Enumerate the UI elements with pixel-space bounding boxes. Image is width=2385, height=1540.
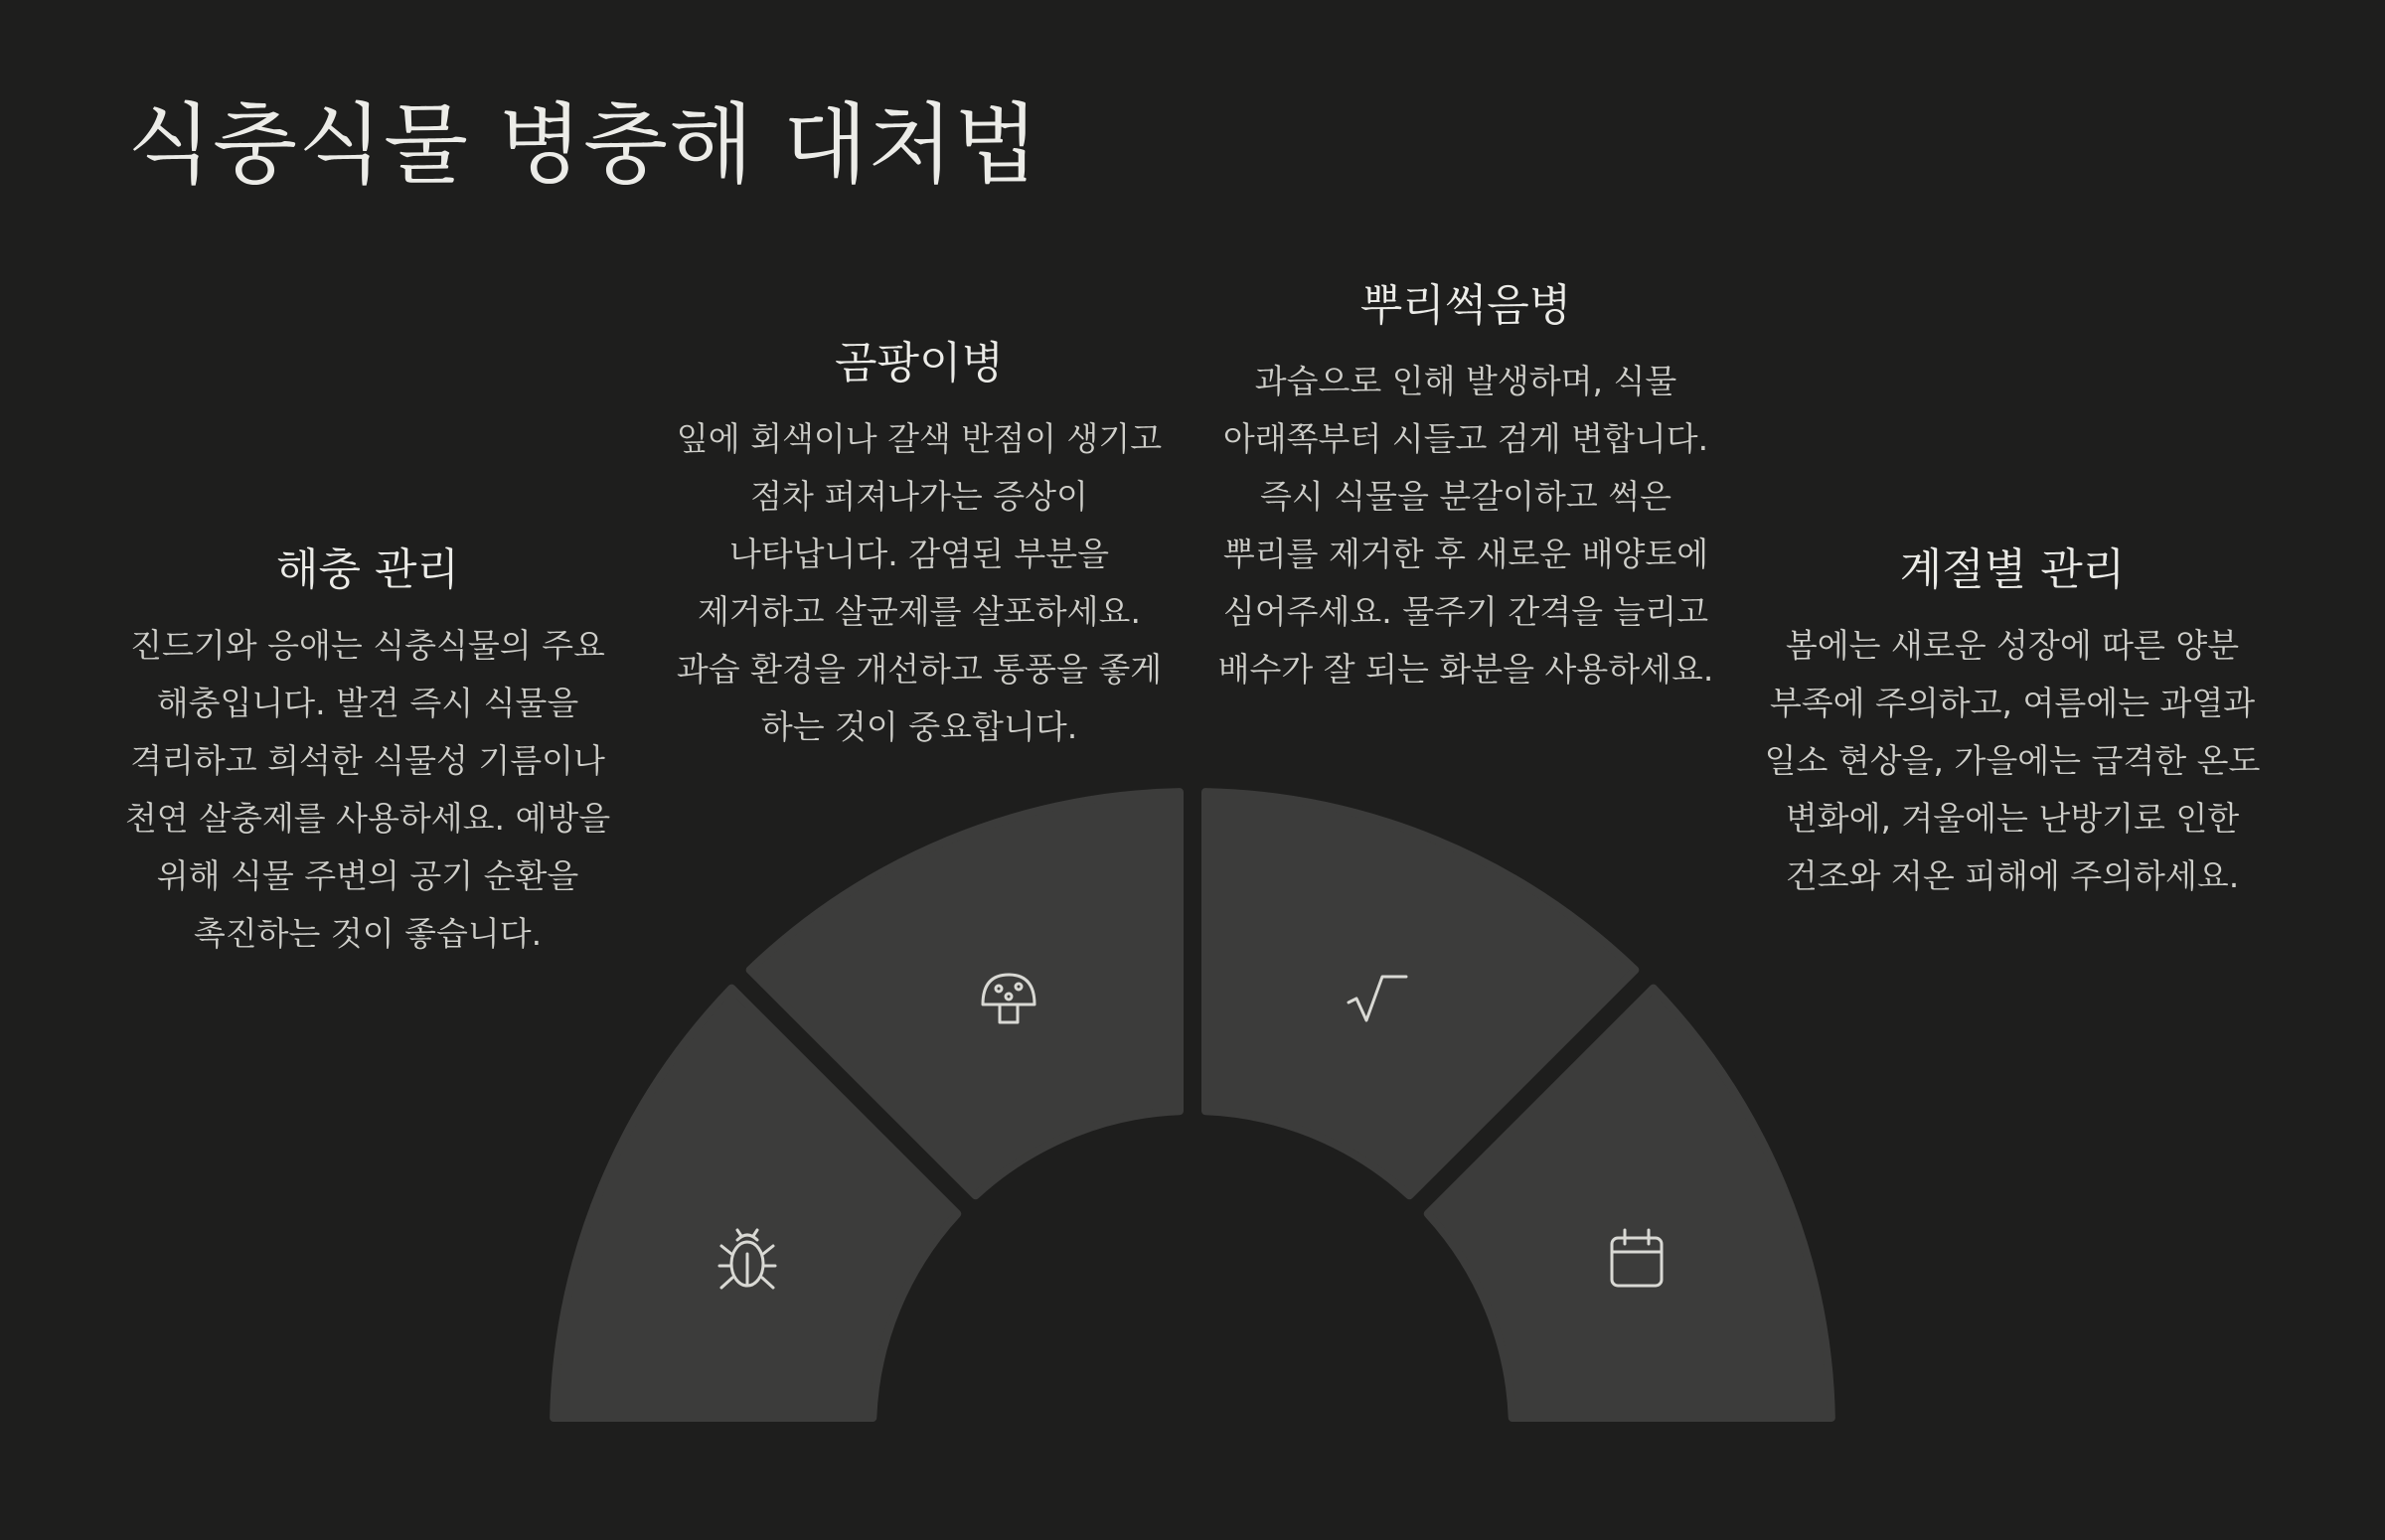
section-title: 해충 관리: [275, 544, 459, 595]
section-description: 봄에는 새로운 성장에 따른 양분 부족에 주의하고, 여름에는 과열과 일소 현상을, 가을에는 급격한 온도 변화에, 겨울에는 난방기로 인한 건조와 저온 피해에 주의하세요.: [1764, 625, 2261, 895]
section-description: 진드기와 응애는 식충식물의 주요 해충입니다. 발견 즉시 식물을 격리하고 희석한 식물성 기름이나 천연 살충제를 사용하세요. 예방을 위해 식물 주변의 공기 순환을 촉진하는 것이 좋습니다.: [124, 625, 611, 953]
section-description: 잎에 회색이나 갈색 반점이 생기고 점차 퍼져나가는 증상이 나타납니다. 감염된 부분을 제거하고 살균제를 살포하세요. 과습 환경을 개선하고 통풍을 좋게 하는 것이 중요합니다.: [676, 418, 1163, 746]
section-title: 계절별 관리: [1899, 544, 2126, 595]
section-title: 곰팡이병: [834, 338, 1004, 388]
section-description: 과습으로 인해 발생하며, 식물 아래쪽부터 시들고 검게 변합니다. 즉시 식물을 분갈이하고 썩은 뿌리를 제거한 후 새로운 배양토에 심어주세요. 물주기 간격을 늘리고 배수가 잘 되는 화분을 사용하세요.: [1217, 361, 1714, 689]
section-title: 뿌리썩음병: [1359, 280, 1572, 331]
page-title: 식충식물 병충해 대처법: [127, 93, 1040, 196]
